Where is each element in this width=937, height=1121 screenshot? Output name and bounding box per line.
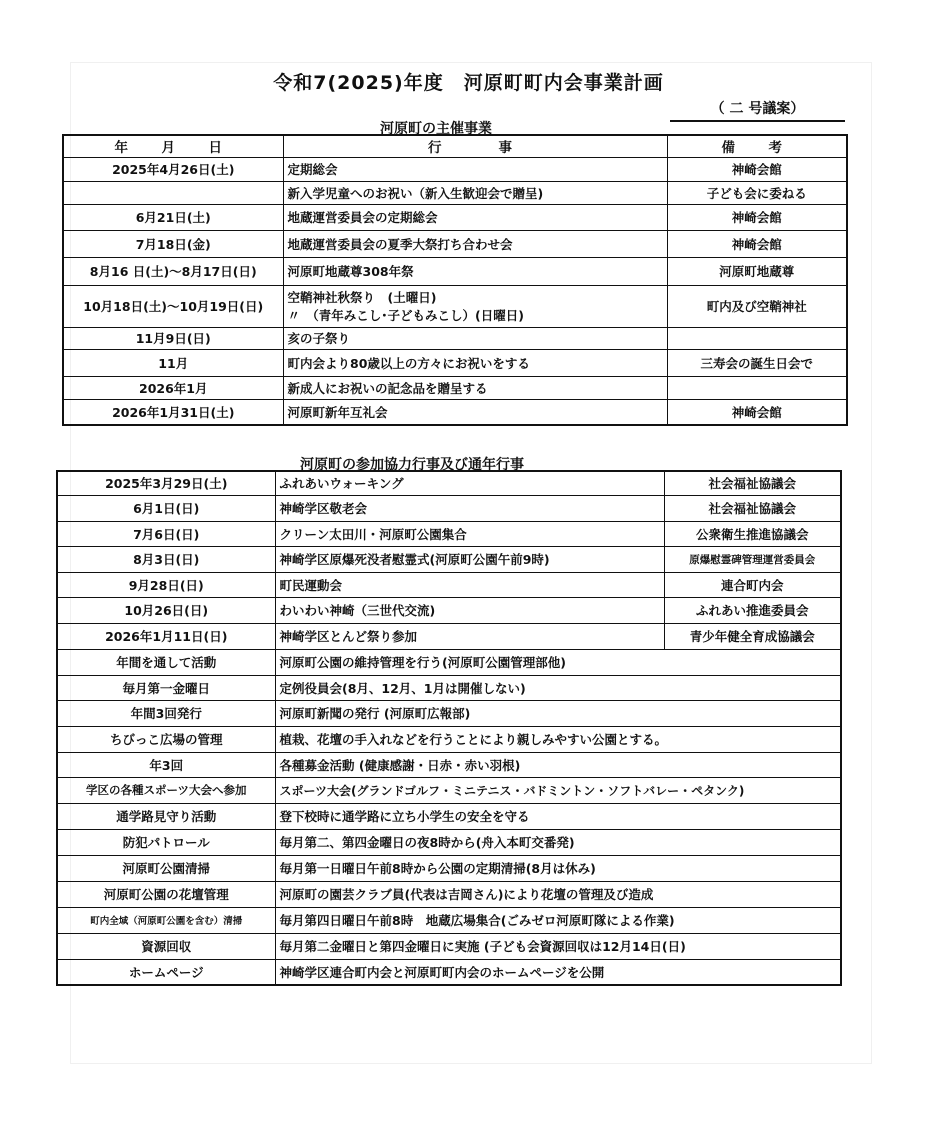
row-event: 町民運動会: [275, 572, 664, 597]
row-event: 地蔵運営委員会の夏季大祭打ち合わせ会: [283, 230, 667, 257]
row-event: クリーン太田川・河原町公園集合: [275, 521, 664, 546]
row-date: 2026年1月11日(日): [57, 623, 275, 649]
row-event: 新成人にお祝いの記念品を贈呈する: [283, 376, 667, 399]
row-event: 河原町地蔵尊308年祭: [283, 257, 667, 285]
agenda-badge: （ 二 号議案）: [670, 98, 845, 122]
row-event: [283, 285, 667, 327]
table-row: [57, 495, 841, 521]
row-event: 河原町の園芸クラブ員(代表は吉岡さん)により花壇の管理及び造成: [275, 881, 841, 907]
row-date: 10月18日(土)～10月19日(日): [63, 285, 283, 327]
row-date: 9月28日(日): [57, 572, 275, 597]
row-event: 河原町新年互礼会: [283, 399, 667, 425]
row-date: 2025年3月29日(土): [57, 471, 275, 495]
row-note: ふれあい推進委員会: [664, 597, 841, 623]
row-date: 河原町公園清掃: [57, 855, 275, 881]
row-event: 町内会より80歳以上の方々にお祝いをする: [283, 349, 667, 376]
table-row: [57, 959, 841, 985]
row-date: 11月: [63, 349, 283, 376]
row-date: 2026年1月: [63, 376, 283, 399]
table-row: [63, 204, 847, 230]
row-note: 町内及び空鞘神社: [667, 285, 847, 327]
table-row: [57, 752, 841, 777]
table-row: [63, 181, 847, 204]
row-note: 神崎会館: [667, 399, 847, 425]
row-date: 6月1日(日): [57, 495, 275, 521]
table-row: [63, 327, 847, 349]
row-note: 神崎会館: [667, 204, 847, 230]
header-note: 備 考: [667, 135, 847, 157]
row-event: 毎月第一日曜日午前8時から公園の定期清掃(8月は休み): [275, 855, 841, 881]
row-date: 毎月第一金曜日: [57, 675, 275, 700]
table-row: [57, 675, 841, 700]
table-row: [57, 907, 841, 933]
row-event-line1: 空鞘神社秋祭り (土曜日): [287, 290, 437, 305]
table-row: [57, 649, 841, 675]
row-event: 神崎学区とんど祭り参加: [275, 623, 664, 649]
row-event: 神崎学区敬老会: [275, 495, 664, 521]
row-event: 河原町公園の維持管理を行う(河原町公園管理部他): [275, 649, 841, 675]
row-note: 原爆慰霊碑管理運営委員会: [664, 546, 841, 572]
table-header-row: [63, 135, 847, 157]
row-event: ふれあいウォーキング: [275, 471, 664, 495]
row-note: 河原町地蔵尊: [667, 257, 847, 285]
row-date: 防犯パトロール: [57, 829, 275, 855]
page-title: 令和7(2025)年度 河原町町内会事業計画: [273, 72, 664, 94]
row-date: 8月3日(日): [57, 546, 275, 572]
row-event: 亥の子祭り: [283, 327, 667, 349]
table-row: [57, 855, 841, 881]
table-row: [57, 726, 841, 752]
row-date: 資源回収: [57, 933, 275, 959]
row-date: 町内全域（河原町公園を含む）清掃: [57, 907, 275, 933]
row-date: 10月26日(日): [57, 597, 275, 623]
table-row: [57, 546, 841, 572]
table-row: [57, 597, 841, 623]
row-note: 三寿会の誕生日会で: [667, 349, 847, 376]
table-row: [63, 376, 847, 399]
section1-heading: 河原町の主催事業: [380, 121, 492, 137]
table-row: [57, 803, 841, 829]
table-row: [57, 777, 841, 803]
row-date: 通学路見守り活動: [57, 803, 275, 829]
row-note: 神崎会館: [667, 230, 847, 257]
row-note: 社会福祉協議会: [664, 495, 841, 521]
header-event: 行 事: [283, 135, 667, 157]
row-date: 2026年1月31日(土): [63, 399, 283, 425]
row-note: [667, 327, 847, 349]
row-note: 社会福祉協議会: [664, 471, 841, 495]
row-date: 6月21日(土): [63, 204, 283, 230]
row-event: 河原町新聞の発行 (河原町広報部): [275, 700, 841, 726]
row-date: 7月18日(金): [63, 230, 283, 257]
row-event: 地蔵運営委員会の定期総会: [283, 204, 667, 230]
row-event-line2: 〃 （青年みこし･子どもみこし）(日曜日): [287, 308, 524, 323]
table-row: [57, 933, 841, 959]
section2-heading: 河原町の参加協力行事及び通年行事: [300, 457, 524, 473]
row-event: 定例役員会(8月、12月、1月は開催しない): [275, 675, 841, 700]
row-date: 11月9日(日): [63, 327, 283, 349]
row-date: ちびっこ広場の管理: [57, 726, 275, 752]
row-note: 青少年健全育成協議会: [664, 623, 841, 649]
row-date: 2025年4月26日(土): [63, 157, 283, 181]
row-note: [667, 376, 847, 399]
table-row: [57, 829, 841, 855]
host-events-table: [62, 134, 848, 426]
table-row: [57, 881, 841, 907]
row-date: 河原町公園の花壇管理: [57, 881, 275, 907]
table-row: [63, 349, 847, 376]
row-note: 神崎会館: [667, 157, 847, 181]
row-date: [63, 181, 283, 204]
table-row: [57, 623, 841, 649]
row-date: 8月16 日(土)～8月17日(日): [63, 257, 283, 285]
row-event: 定期総会: [283, 157, 667, 181]
table-row: [63, 285, 847, 327]
row-event: 新入学児童へのお祝い（新入生歓迎会で贈呈): [283, 181, 667, 204]
row-event: 毎月第二、第四金曜日の夜8時から(舟入本町交番発): [275, 829, 841, 855]
row-event: 毎月第二金曜日と第四金曜日に実施 (子ども会資源回収は12月14日(日): [275, 933, 841, 959]
row-date: 学区の各種スポーツ大会へ参加: [57, 777, 275, 803]
row-event: 植栽、花壇の手入れなどを行うことにより親しみやすい公園とする。: [275, 726, 841, 752]
table-row: [63, 230, 847, 257]
row-note: 子ども会に委ねる: [667, 181, 847, 204]
row-event: わいわい神崎（三世代交流): [275, 597, 664, 623]
row-event: 各種募金活動 (健康感謝・日赤・赤い羽根): [275, 752, 841, 777]
table-row: [63, 257, 847, 285]
participation-events-table: [56, 470, 842, 986]
table-row: [57, 700, 841, 726]
row-event: 神崎学区連合町内会と河原町町内会のホームページを公開: [275, 959, 841, 985]
table-row: [63, 157, 847, 181]
table-row: [57, 521, 841, 546]
row-date: 年間を通して活動: [57, 649, 275, 675]
table-row: [63, 399, 847, 425]
table-row: [57, 572, 841, 597]
row-event: 登下校時に通学路に立ち小学生の安全を守る: [275, 803, 841, 829]
row-event: スポーツ大会(グランドゴルフ・ミニテニス・バドミントン・ソフトバレー・ペタンク): [275, 777, 841, 803]
row-event: 毎月第四日曜日午前8時 地蔵広場集合(ごみゼロ河原町隊による作業): [275, 907, 841, 933]
row-date: 年間3回発行: [57, 700, 275, 726]
row-date: 年3回: [57, 752, 275, 777]
row-note: 公衆衛生推進協議会: [664, 521, 841, 546]
row-date: ホームページ: [57, 959, 275, 985]
row-date: 7月6日(日): [57, 521, 275, 546]
header-date: 年 月 日: [63, 135, 283, 157]
row-event: 神崎学区原爆死没者慰霊式(河原町公園午前9時): [275, 546, 664, 572]
table-row: [57, 471, 841, 495]
row-note: 連合町内会: [664, 572, 841, 597]
